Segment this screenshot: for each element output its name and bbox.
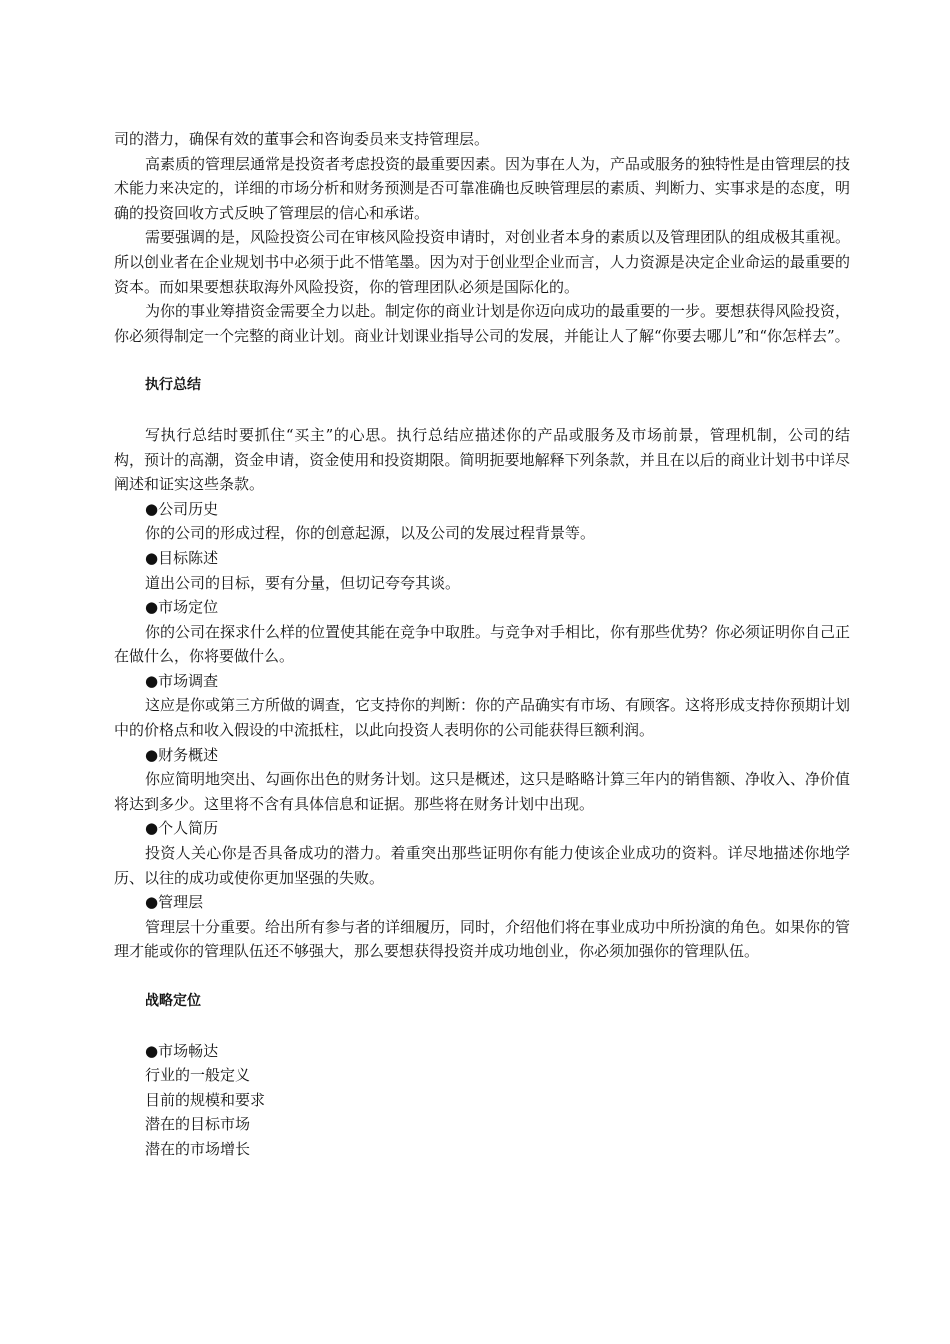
bullet-text: 管理层十分重要。给出所有参与者的详细履历，同时，介绍他们将在事业成功中所扮演的角色。如果你的管理才能或你的管理队伍还不够强大，那么要想获得投资并成功地创业，你必须加强你的管理队伍。	[114, 917, 851, 961]
bullet-title: ●公司历史	[145, 499, 219, 518]
paragraph: 高素质的管理层通常是投资者考虑投资的最重要因素。因为事在人为，产品或服务的独特性是由管理层的技术能力来决定的，详细的市场分析和财务预测是否可靠准确也反映管理层的素质、判断力、实事求是的态度，明确的投资回收方式反映了管理层的信心和承诺。	[114, 154, 851, 222]
list-line: 潜在的市场增长	[145, 1139, 251, 1158]
list-line: 目前的规模和要求	[145, 1090, 266, 1109]
paragraph: 为你的事业筹措资金需要全力以赴。制定你的商业计划是你迈向成功的最重要的一步。要想获得风险投资，你必须得制定一个完整的商业计划。商业计划课业指导公司的发展，并能让人了解“你要去哪儿”和“你怎样去”。	[114, 302, 851, 345]
bullet-title: ●市场定位	[145, 598, 219, 617]
document-page	[114, 127, 850, 1162]
bullet-text: 投资人关心你是否具备成功的潜力。着重突出那些证明你有能力使该企业成功的资料。详尽地描述你地学历、以往的成功或使你更加坚强的失败。	[114, 844, 850, 887]
bullet-title: ●管理层	[145, 893, 204, 912]
paragraph: 司的潜力，确保有效的董事会和咨询委员来支持管理层。	[114, 130, 490, 148]
bullet-title: ●目标陈述	[145, 548, 219, 567]
bullet-text: 这应是你或第三方所做的调查，它支持你的判断：你的产品确实有市场、有顾客。这将形成支持你预期计划中的价格点和收入假设的中流抵柱，以此向投资人表明你的公司能获得巨额利润。	[114, 696, 851, 740]
bullet-title: ●个人简历	[145, 819, 219, 838]
bullet-text: 你应简明地突出、勾画你出色的财务计划。这只是概述，这只是略略计算三年内的销售额、净收入、净价值将达到多少。这里将不含有具体信息和证据。那些将在财务计划中出现。	[114, 770, 851, 813]
paragraph: 需要强调的是，风险投资公司在审核风险投资申请时，对创业者本身的素质以及管理团队的组成极其重视。所以创业者在企业规划书中必须于此不惜笔墨。因为对于创业型企业而言，人力资源是决定企业命运的最重要的资本。而如果要想获取海外风险投资，你的管理团队必须是国际化的。	[114, 228, 851, 296]
bullet-text: 道出公司的目标，要有分量，但切记夸夸其谈。	[145, 573, 461, 592]
bullet-text: 你的公司在探求什么样的位置使其能在竞争中取胜。与竞争对手相比，你有那些优势？你必须证明你自己正在做什么，你将要做什么。	[114, 622, 851, 666]
paragraph: 写执行总结时要抓住“买主”的心思。执行总结应描述你的产品或服务及市场前景，管理机制，公司的结构，预计的高潮，资金申请，资金使用和投资期限。简明扼要地解释下列条款，并且在以后的商业计划书中详尽阐述和证实这些条款。	[114, 425, 850, 494]
bullet-title: ●市场畅达	[145, 1041, 219, 1060]
section-heading-executive-summary: 执行总结	[145, 377, 201, 394]
bullet-title: ●市场调查	[145, 671, 219, 690]
bullet-text: 你的公司的形成过程，你的创意起源，以及公司的发展过程背景等。	[145, 524, 596, 543]
bullet-title: ●财务概述	[145, 745, 219, 764]
list-line: 潜在的目标市场	[145, 1115, 251, 1134]
list-line: 行业的一般定义	[145, 1066, 251, 1085]
section-heading-strategic-positioning: 战略定位	[145, 993, 201, 1009]
